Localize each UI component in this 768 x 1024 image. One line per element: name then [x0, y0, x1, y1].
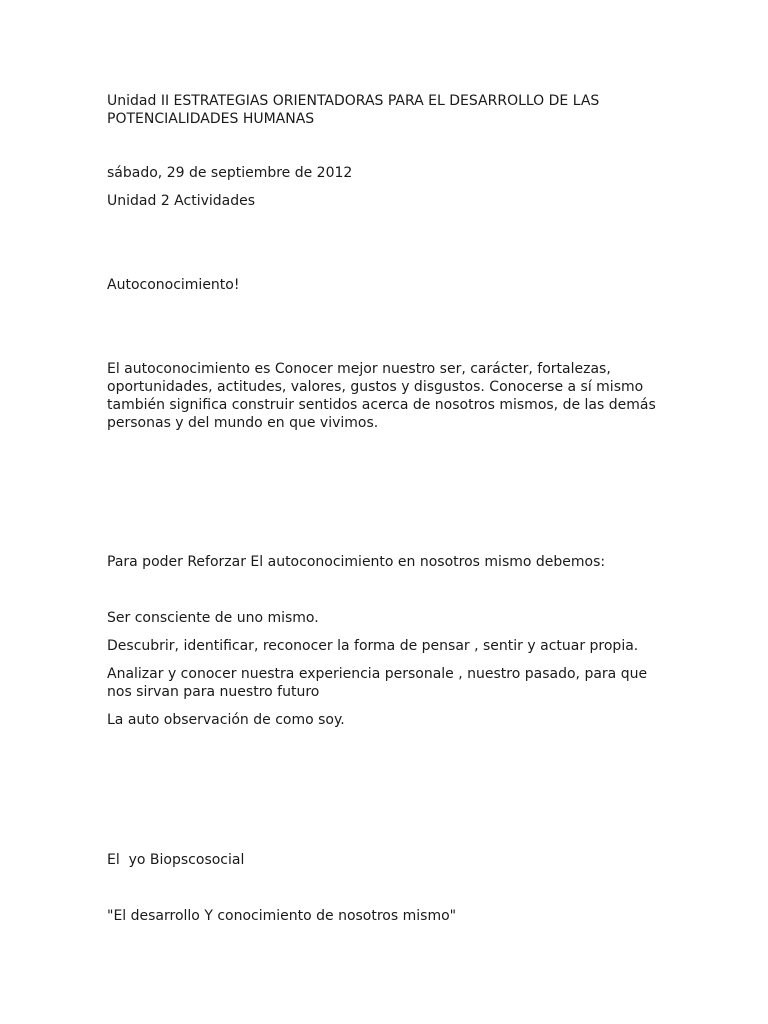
step-item-4: La auto observación de como soy.: [107, 712, 345, 728]
paragraph-line-4: personas y del mundo en que vivimos.: [107, 415, 379, 431]
reinforce-intro: Para poder Reforzar El autoconocimiento en nosotros mismo debemos:: [107, 554, 606, 570]
step-item-3-line-1: Analizar y conocer nuestra experiencia personale , nuestro pasado, para que: [107, 666, 648, 682]
paragraph-line-3: también significa construir sentidos acerca de nosotros mismos, de las demás: [107, 397, 656, 413]
closing-quote: "El desarrollo Y conocimiento de nosotros mismo": [107, 908, 457, 924]
step-item-3-line-2: nos sirvan para nuestro futuro: [107, 684, 320, 700]
step-item-2: Descubrir, identificar, reconocer la forma de pensar , sentir y actuar propia.: [107, 638, 639, 654]
subheading-biopsicosocial: El yo Biopscosocial: [107, 852, 245, 868]
document-date: sábado, 29 de septiembre de 2012: [107, 165, 353, 181]
document-title-line-2: POTENCIALIDADES HUMANAS: [107, 111, 315, 127]
paragraph-line-1: El autoconocimiento es Conocer mejor nuestro ser, carácter, fortalezas,: [107, 361, 611, 377]
section-label: Unidad 2 Actividades: [107, 193, 256, 209]
step-item-1: Ser consciente de uno mismo.: [107, 610, 319, 626]
heading-autoconocimiento: Autoconocimiento!: [107, 277, 240, 293]
paragraph-line-2: oportunidades, actitudes, valores, gustos y disgustos. Conocerse a sí mismo: [107, 379, 644, 395]
document-title-line-1: Unidad II ESTRATEGIAS ORIENTADORAS PARA EL DESARROLLO DE LAS: [107, 93, 600, 109]
